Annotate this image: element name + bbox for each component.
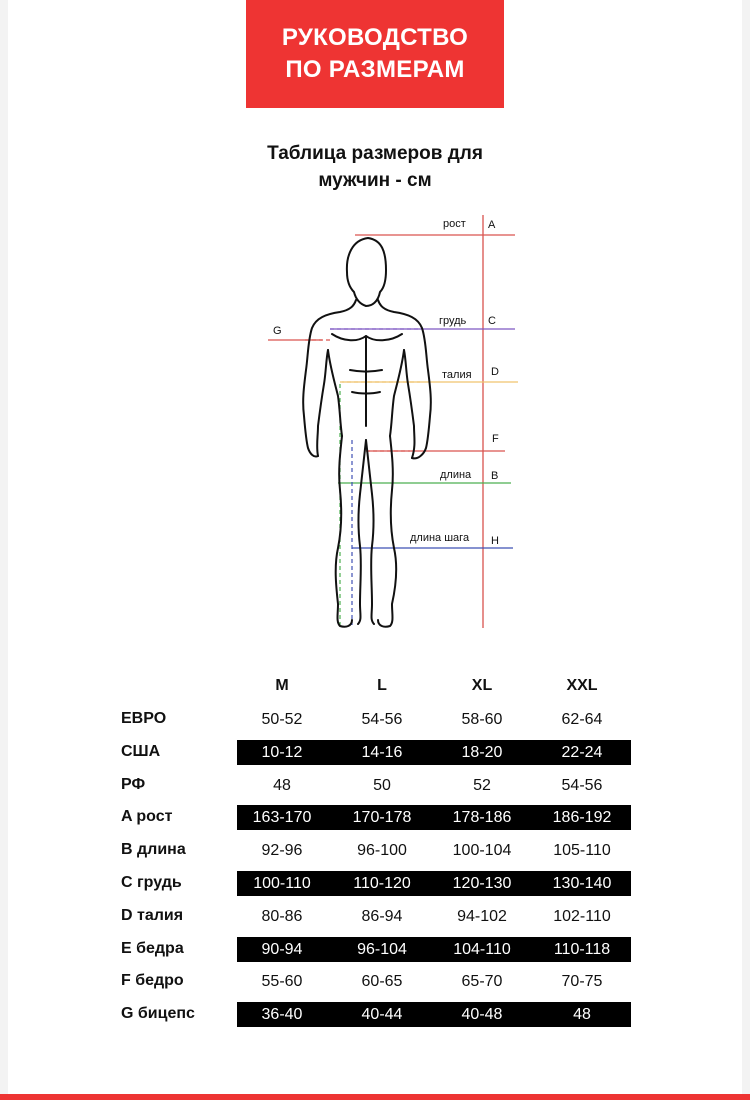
table-cell: 52	[473, 777, 491, 794]
measure-letter-f: F	[492, 433, 499, 445]
table-cell: 58-60	[461, 711, 503, 728]
table-cell: 86-94	[361, 908, 403, 925]
title-banner	[246, 0, 504, 108]
table-cell: 14-16	[361, 744, 403, 761]
table-cell: 22-24	[561, 744, 603, 761]
measure-label-inseam: длина шага	[410, 532, 470, 544]
measure-label-length: длина	[440, 469, 472, 481]
table-cell: 54-56	[561, 777, 603, 794]
row-label: G бицепс	[121, 1005, 195, 1022]
row-label: F бедро	[121, 972, 184, 989]
row-label: A рост	[121, 808, 173, 825]
table-cell: 62-64	[561, 711, 603, 728]
table-cell: 18-20	[461, 744, 503, 761]
table-cell: 178-186	[452, 809, 512, 826]
table-cell: 105-110	[553, 842, 611, 859]
table-row	[237, 740, 631, 765]
row-label: РФ	[121, 776, 146, 793]
measure-letter-d: D	[491, 366, 499, 378]
table-cell: 163-170	[252, 809, 312, 826]
table-cell: 92-96	[261, 842, 303, 859]
bottom-accent-stripe	[0, 1094, 750, 1100]
table-cell: 65-70	[461, 973, 503, 990]
table-cell: 54-56	[361, 711, 403, 728]
table-cell: 90-94	[261, 941, 303, 958]
chart-subtitle	[220, 140, 530, 194]
table-row	[237, 871, 631, 896]
table-row	[237, 707, 631, 732]
size-header-xxl: XXL	[566, 677, 598, 694]
table-cell: 48	[273, 777, 291, 794]
row-label: ЕВРО	[121, 710, 167, 727]
table-cell: 130-140	[552, 875, 612, 892]
table-cell: 50-52	[261, 711, 303, 728]
size-header-xl: XL	[471, 677, 493, 694]
table-cell: 80-86	[261, 908, 303, 925]
table-row	[237, 937, 631, 962]
table-row	[237, 904, 631, 929]
subtitle-line2: мужчин - см	[318, 170, 432, 191]
table-row	[237, 773, 631, 798]
row-label: США	[121, 743, 161, 760]
size-header-m: M	[275, 677, 289, 694]
table-cell: 40-44	[361, 1006, 403, 1023]
table-cell: 96-104	[357, 941, 407, 958]
table-cell: 100-104	[452, 842, 512, 859]
table-cell: 50	[373, 777, 391, 794]
table-cell: 110-120	[353, 875, 411, 892]
table-cell: 102-110	[553, 908, 611, 925]
table-cell: 120-130	[452, 875, 512, 892]
table-cell: 70-75	[561, 973, 603, 990]
table-cell: 100-110	[253, 875, 311, 892]
table-cell: 36-40	[261, 1006, 303, 1023]
row-label: E бедра	[121, 940, 184, 957]
body-figure-illustration	[0, 200, 750, 640]
measure-label-waist: талия	[442, 369, 472, 381]
table-cell: 170-178	[352, 809, 412, 826]
subtitle-line1: Таблица размеров для	[267, 143, 483, 164]
table-cell: 110-118	[553, 941, 611, 958]
table-cell: 48	[573, 1006, 591, 1023]
table-row	[237, 838, 631, 863]
measure-letter-c: C	[488, 315, 496, 327]
table-cell: 96-100	[357, 842, 407, 859]
table-row	[237, 969, 631, 994]
table-cell: 186-192	[552, 809, 612, 826]
table-row	[237, 1002, 631, 1027]
table-row	[237, 805, 631, 830]
banner-title-line1: РУКОВОДСТВО	[281, 24, 469, 51]
measure-letter-a: A	[488, 219, 496, 231]
row-label: C грудь	[121, 874, 182, 891]
measure-letter-g: G	[273, 325, 282, 337]
row-label: D талия	[121, 907, 184, 924]
table-cell: 10-12	[261, 744, 303, 761]
row-label: B длина	[121, 841, 186, 858]
measure-letter-b: B	[491, 470, 499, 482]
measure-label-height: рост	[443, 218, 466, 230]
measure-label-chest: грудь	[439, 315, 467, 327]
table-cell: 60-65	[361, 973, 403, 990]
table-cell: 94-102	[457, 908, 507, 925]
table-cell: 40-48	[461, 1006, 503, 1023]
size-header-l: L	[377, 677, 387, 694]
table-cell: 104-110	[453, 941, 511, 958]
table-cell: 55-60	[261, 973, 303, 990]
measure-letter-h: H	[491, 535, 499, 547]
banner-title-line2: ПО РАЗМЕРАМ	[285, 56, 465, 83]
body-measurement-diagram	[0, 200, 750, 640]
